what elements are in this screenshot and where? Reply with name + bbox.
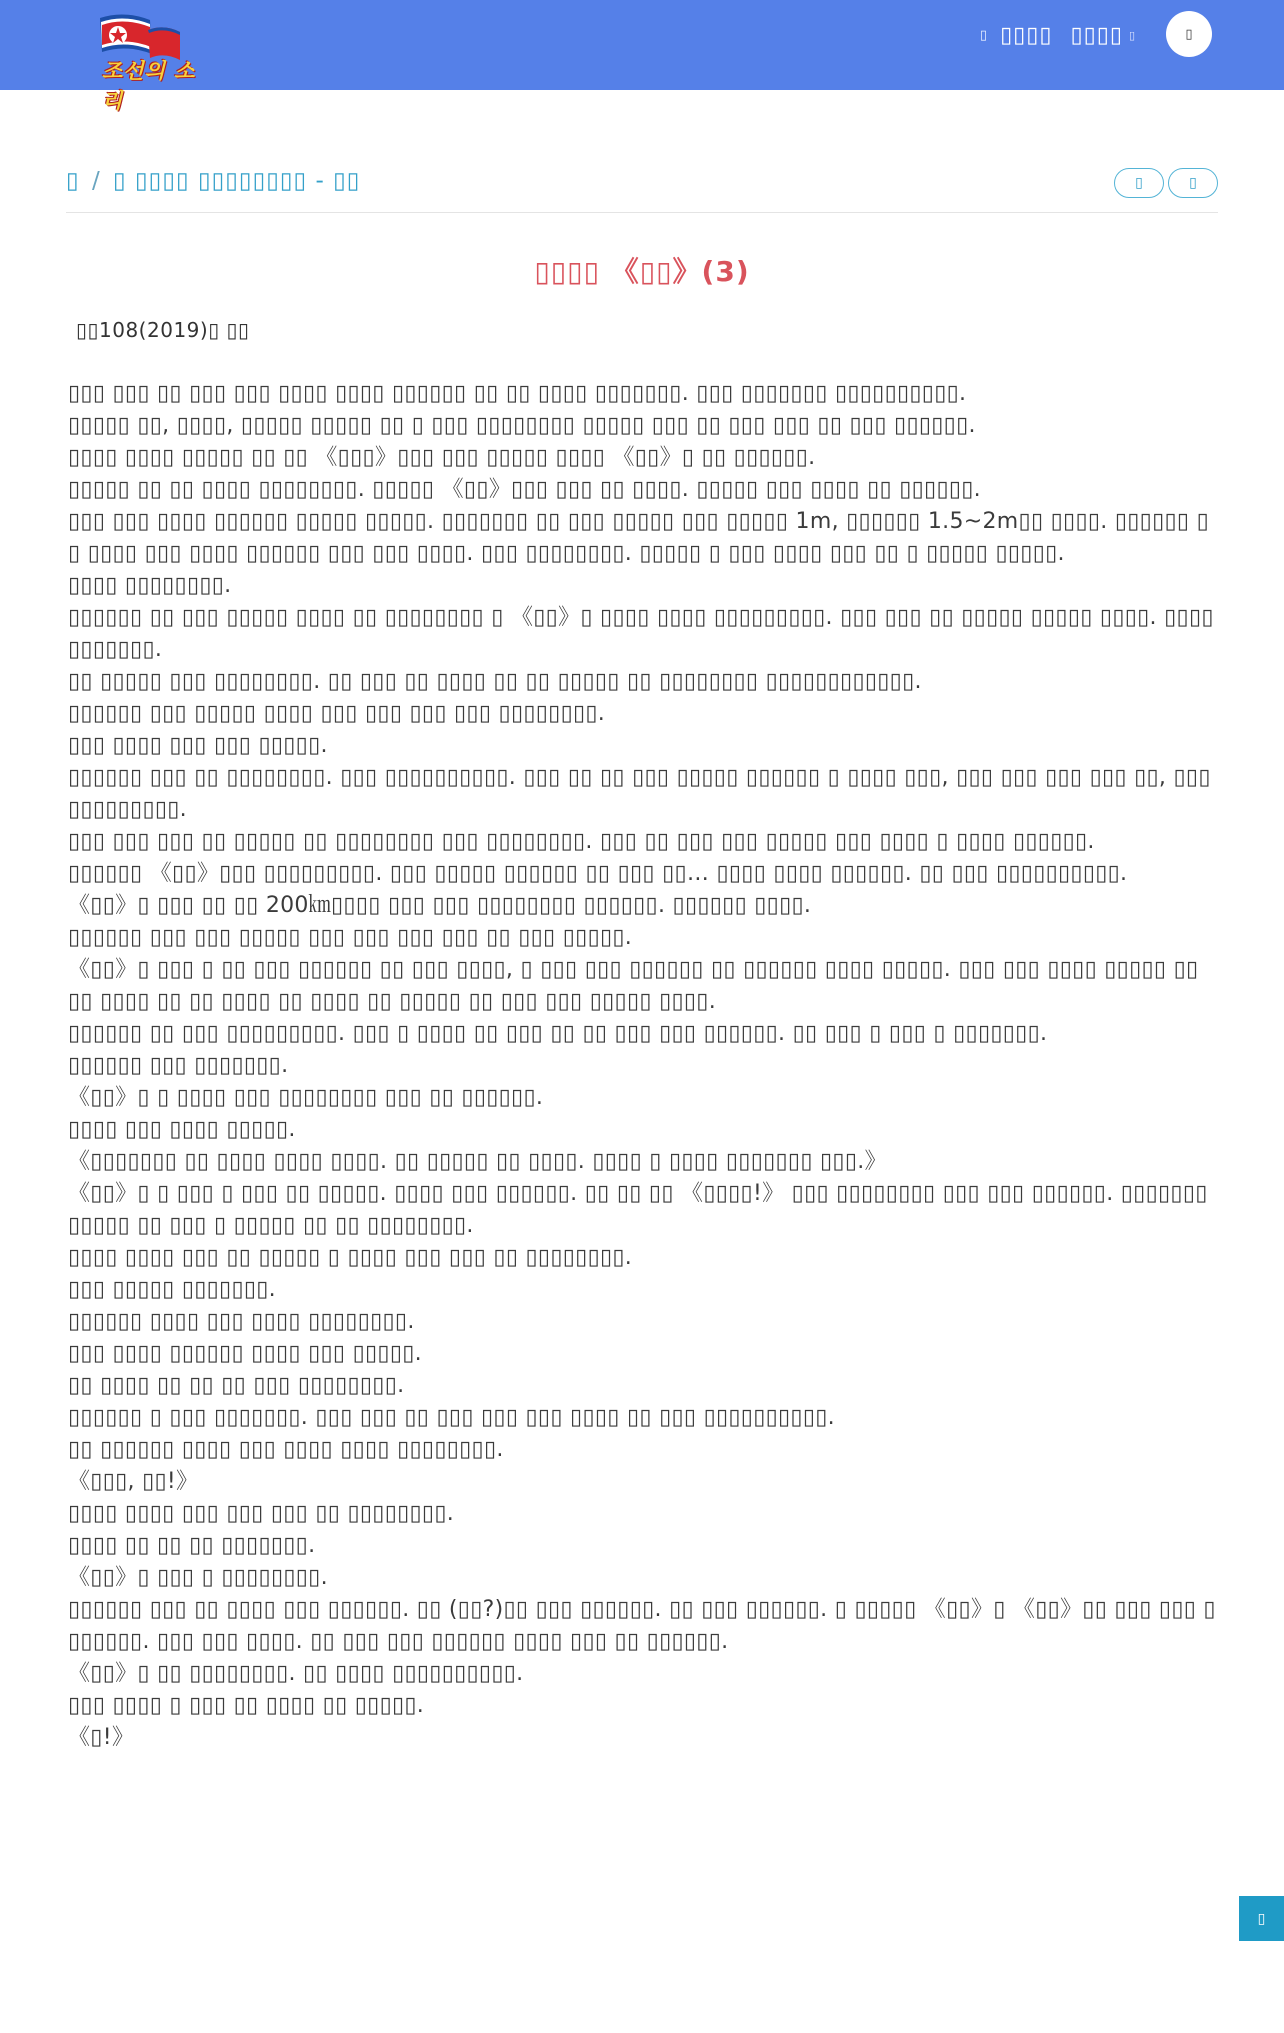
article-paragraph: ▯▯▯▯▯▯ ▯▯ ▯▯▯ ▯▯▯▯▯▯▯▯▯. ▯▯▯ ▯ ▯▯▯▯ ▯▯ ▯▯▯ ▯▯ ▯▯ ▯▯▯ ▯▯▯ ▯▯▯▯▯▯. ▯▯ ▯▯▯ ▯ ▯▯▯ ▯ ▯▯▯▯▯▯▯. <box>68 1021 1048 1046</box>
share-icon: ▯ <box>1257 1910 1266 1927</box>
article-paragraph: ▯▯▯▯▯▯ ▯▯▯ ▯▯▯▯▯ ▯▯▯▯ ▯▯▯ ▯▯▯ ▯▯▯ ▯▯▯ ▯▯▯▯▯▯▯▯. <box>68 701 606 726</box>
search-icon: ▯ <box>1185 26 1193 42</box>
article-paragraph: ▯▯▯▯▯ ▯▯, ▯▯▯▯, ▯▯▯▯▯ ▯▯▯▯▯ ▯▯ ▯ ▯▯▯ ▯▯▯▯▯▯▯▯ ▯▯▯▯▯ ▯▯▯ ▯▯ ▯▯▯ ▯▯▯ ▯▯ ▯▯▯ ▯▯▯▯▯▯. <box>68 413 976 438</box>
article-paragraph: 《▯▯》▯ ▯▯▯ ▯ ▯▯ ▯▯▯ ▯▯▯▯▯▯ ▯▯ ▯▯▯ ▯▯▯▯, ▯ ▯▯▯ ▯▯▯ ▯▯▯▯▯▯ ▯▯ ▯▯▯▯▯▯ ▯▯▯▯ ▯▯▯▯▯. ▯▯▯ ▯▯▯ ▯▯▯▯ ▯▯▯▯▯ ▯▯ ▯▯ ▯▯▯▯ ▯▯ ▯▯ ▯▯▯▯ ▯▯ ▯▯▯▯ ▯▯ ▯▯▯▯▯ ▯▯ ▯▯▯ ▯▯▯ ▯▯▯▯▯ ▯▯▯▯. <box>68 957 1199 1014</box>
article-title: ▯▯▯▯ 《▯▯》(3) <box>534 255 750 288</box>
article-paragraph: ▯▯▯ ▯▯▯▯▯ ▯▯▯▯▯▯▯. <box>68 1277 276 1302</box>
article-paragraph: ▯▯ ▯▯▯▯ ▯▯ ▯▯ ▯▯ ▯▯▯ ▯▯▯▯▯▯▯▯. <box>68 1373 405 1398</box>
article-paragraph: ▯▯▯▯▯▯ ▯ ▯▯▯ ▯▯▯▯▯▯▯. ▯▯▯ ▯▯▯ ▯▯ ▯▯▯ ▯▯▯ ▯▯▯ ▯▯▯▯ ▯▯ ▯▯▯ ▯▯▯▯▯▯▯▯▯▯. <box>68 1405 835 1430</box>
search-button[interactable] <box>1166 11 1212 57</box>
next-article-button[interactable] <box>1168 168 1218 198</box>
chevron-right-icon: ▯ <box>1189 175 1197 191</box>
logo-text: 조선의 소리 <box>102 59 196 113</box>
article-paragraph: ▯▯▯▯▯▯ ▯▯▯ ▯▯▯ ▯▯▯▯▯ ▯▯▯ ▯▯▯ ▯▯▯ ▯▯▯ ▯▯ ▯▯▯ ▯▯▯▯▯. <box>68 925 633 950</box>
nav-link-1[interactable]: ▯▯▯▯ <box>1000 22 1053 48</box>
article-paragraph: ▯▯▯▯▯ ▯▯ ▯▯ ▯▯▯▯ ▯▯▯▯▯▯▯▯. ▯▯▯▯▯ 《▯▯》▯▯▯ ▯▯▯ ▯▯ ▯▯▯▯. ▯▯▯▯▯ ▯▯▯ ▯▯▯▯ ▯▯ ▯▯▯▯▯▯. <box>68 477 981 502</box>
breadcrumb-category[interactable]: ▯ ▯▯▯▯ ▯▯▯▯▯▯▯▯ - ▯▯ <box>113 168 361 194</box>
menu-icon[interactable]: ▯ <box>979 27 989 43</box>
article-paragraph: ▯▯▯▯ ▯▯▯▯ ▯▯▯ ▯▯ ▯▯▯▯▯ ▯ ▯▯▯▯ ▯▯▯ ▯▯▯ ▯▯ ▯▯▯▯▯▯▯▯. <box>68 1245 633 1270</box>
article-paragraph: ▯▯▯▯▯▯ ▯▯▯▯ ▯▯▯ ▯▯▯▯ ▯▯▯▯▯▯▯▯. <box>68 1309 415 1334</box>
side-tool-button[interactable] <box>1239 1896 1284 1941</box>
article-body <box>68 378 1218 1754</box>
divider <box>66 212 1218 213</box>
top-navbar <box>0 0 1284 113</box>
chevron-left-icon: ▯ <box>1135 175 1143 191</box>
article-paragraph: ▯▯▯▯▯▯ ▯▯▯ ▯▯ ▯▯▯▯▯▯▯▯. ▯▯▯ ▯▯▯▯▯▯▯▯▯▯. ▯▯▯ ▯▯ ▯▯ ▯▯▯ ▯▯▯▯▯ ▯▯▯▯▯▯ ▯ ▯▯▯▯ ▯▯▯, ▯▯▯ ▯▯▯ ▯▯▯ ▯▯▯ ▯▯, ▯▯▯ ▯▯▯▯▯▯▯▯▯. <box>68 765 1211 822</box>
article-date: ▯▯108(2019)▯ ▯▯ <box>76 318 250 342</box>
article-paragraph: ▯▯▯▯▯▯ 《▯▯》▯▯▯ ▯▯▯▯▯▯▯▯▯. ▯▯▯ ▯▯▯▯▯ ▯▯▯▯▯▯ ▯▯ ▯▯▯ ▯▯… ▯▯▯▯ ▯▯▯▯ ▯▯▯▯▯▯. ▯▯ ▯▯▯ ▯▯▯▯▯▯▯▯▯▯. <box>68 861 1128 886</box>
chevron-down-icon[interactable]: ▯ <box>1128 28 1136 42</box>
article-paragraph: ▯▯▯ ▯▯▯▯ ▯▯▯▯▯▯ ▯▯▯▯ ▯▯▯ ▯▯▯▯▯. <box>68 1341 422 1366</box>
article-paragraph: ▯▯▯ ▯▯▯ ▯▯▯▯ ▯▯▯▯▯▯ ▯▯▯▯▯ ▯▯▯▯▯. ▯▯▯▯▯▯▯ ▯▯ ▯▯▯ ▯▯▯▯▯ ▯▯▯ ▯▯▯▯▯ 1m, ▯▯▯▯▯▯ 1.5~2m▯▯ ▯▯▯▯. ▯▯▯▯▯▯ ▯▯ ▯▯▯▯ ▯▯▯ ▯▯▯▯ ▯▯▯▯▯▯ ▯▯▯ ▯▯▯ ▯▯▯▯. ▯▯▯ ▯▯▯▯▯▯▯▯. ▯▯▯▯▯ ▯ ▯▯▯ ▯▯▯▯ ▯▯▯ ▯▯ ▯ ▯▯▯▯▯ ▯▯▯▯▯. <box>68 509 1209 566</box>
article-paragraph: ▯▯▯ ▯▯▯ ▯▯ ▯▯▯ ▯▯▯ ▯▯▯▯ ▯▯▯▯ ▯▯▯▯▯▯ ▯▯ ▯▯ ▯▯▯▯ ▯▯▯▯▯▯▯. ▯▯▯ ▯▯▯▯▯▯▯ ▯▯▯▯▯▯▯▯▯▯. <box>68 381 967 406</box>
article-paragraph: 《▯▯▯, ▯▯!》 <box>68 1469 199 1494</box>
breadcrumb <box>66 168 360 194</box>
article-paragraph: ▯▯ ▯▯▯▯▯ ▯▯▯ ▯▯▯▯▯▯▯▯. ▯▯ ▯▯▯ ▯▯ ▯▯▯▯ ▯▯ ▯▯ ▯▯▯▯▯ ▯▯ ▯▯▯▯▯▯▯▯ ▯▯▯▯▯▯▯▯▯▯▯▯. <box>68 669 922 694</box>
article-paragraph: ▯▯▯▯ ▯▯ ▯▯ ▯▯ ▯▯▯▯▯▯▯. <box>68 1533 316 1558</box>
article-paragraph: ▯▯ ▯▯▯▯▯▯ ▯▯▯▯ ▯▯▯ ▯▯▯▯ ▯▯▯▯ ▯▯▯▯▯▯▯▯. <box>68 1437 504 1462</box>
main-nav <box>980 18 1136 52</box>
home-icon[interactable]: ▯ <box>66 168 80 194</box>
article-paragraph: ▯▯▯▯ ▯▯▯▯ ▯▯▯▯▯ ▯▯ ▯▯ 《▯▯▯》▯▯▯ ▯▯▯ ▯▯▯▯▯ ▯▯▯▯ 《▯▯》▯ ▯▯ ▯▯▯▯▯▯. <box>68 445 816 470</box>
article-paragraph: ▯▯▯▯▯▯ ▯▯▯ ▯▯▯▯▯▯▯. <box>68 1053 289 1078</box>
article-paragraph: ▯▯▯▯ ▯▯▯▯ ▯▯▯ ▯▯▯ ▯▯▯ ▯▯ ▯▯▯▯▯▯▯▯. <box>68 1501 455 1526</box>
article-paragraph: ▯▯▯ ▯▯▯ ▯▯▯ ▯▯ ▯▯▯▯▯ ▯▯ ▯▯▯▯▯▯▯▯ ▯▯▯ ▯▯▯▯▯▯▯▯. ▯▯▯ ▯▯ ▯▯▯ ▯▯▯ ▯▯▯▯▯ ▯▯▯ ▯▯▯▯ ▯ ▯▯▯▯ ▯▯▯▯▯▯. <box>68 829 1095 854</box>
article-paragraph: ▯▯▯▯ ▯▯▯ ▯▯▯▯ ▯▯▯▯▯. <box>68 1117 296 1142</box>
article-paragraph: ▯▯▯▯▯▯ ▯▯ ▯▯▯ ▯▯▯▯▯ ▯▯▯▯ ▯▯ ▯▯▯▯▯▯▯▯ ▯ 《▯▯》▯ ▯▯▯▯ ▯▯▯▯ ▯▯▯▯▯▯▯▯▯. ▯▯▯ ▯▯▯ ▯▯ ▯▯▯▯▯ ▯▯▯▯▯ ▯▯▯▯. ▯▯▯▯ ▯▯▯▯▯▯▯. <box>68 605 1214 662</box>
article-paragraph: 《▯▯》▯ ▯▯▯ ▯ ▯▯▯▯▯▯▯▯. <box>68 1565 328 1590</box>
article-paragraph: ▯▯▯ ▯▯▯▯ ▯▯▯ ▯▯▯ ▯▯▯▯▯. <box>68 733 328 758</box>
article-paragraph: 《▯▯》▯ ▯ ▯▯▯ ▯ ▯▯▯ ▯▯ ▯▯▯▯▯. ▯▯▯▯ ▯▯▯ ▯▯▯▯▯▯. ▯▯ ▯▯ ▯▯ 《▯▯▯▯!》 ▯▯▯ ▯▯▯▯▯▯▯▯ ▯▯▯ ▯▯▯ ▯▯▯▯▯▯. ▯▯▯▯▯▯▯ ▯▯▯▯▯ ▯▯ ▯▯▯ ▯ ▯▯▯▯▯ ▯▯ ▯▯ ▯▯▯▯▯▯▯▯. <box>68 1181 1208 1238</box>
breadcrumb-separator: / <box>91 168 101 194</box>
article-paragraph: ▯▯▯▯ ▯▯▯▯▯▯▯▯. <box>68 573 232 598</box>
prev-article-button[interactable] <box>1114 168 1164 198</box>
article-paragraph: 《▯▯》▯ ▯▯ ▯▯▯▯▯▯▯▯. ▯▯ ▯▯▯▯ ▯▯▯▯▯▯▯▯▯▯. <box>68 1661 524 1686</box>
nav-link-2[interactable]: ▯▯▯▯ <box>1070 22 1123 48</box>
site-logo[interactable] <box>94 10 214 113</box>
article-paragraph: 《▯▯》▯ ▯▯▯ ▯▯ ▯▯ 200㎞▯▯▯▯ ▯▯▯ ▯▯▯ ▯▯▯▯▯▯▯▯ ▯▯▯▯▯▯. ▯▯▯▯▯▯ ▯▯▯▯. <box>68 893 812 918</box>
article-paragraph: 《▯▯》▯ ▯ ▯▯▯▯ ▯▯▯ ▯▯▯▯▯▯▯▯ ▯▯▯ ▯▯ ▯▯▯▯▯▯. <box>68 1085 544 1110</box>
article-paragraph: ▯▯▯ ▯▯▯▯ ▯ ▯▯▯ ▯▯ ▯▯▯▯ ▯▯ ▯▯▯▯▯. <box>68 1693 425 1718</box>
article-paragraph: 《▯!》 <box>68 1725 135 1750</box>
article-paragraph: ▯▯▯▯▯▯ ▯▯▯ ▯▯ ▯▯▯▯ ▯▯▯ ▯▯▯▯▯▯. ▯▯ (▯▯?)▯▯ ▯▯▯ ▯▯▯▯▯▯. ▯▯ ▯▯▯ ▯▯▯▯▯▯. ▯ ▯▯▯▯▯ 《▯▯》▯ 《▯▯》▯▯ ▯▯▯ ▯▯▯ ▯▯▯▯▯▯▯. ▯▯▯ ▯▯▯ ▯▯▯▯. ▯▯ ▯▯▯ ▯▯▯ ▯▯▯▯▯▯ ▯▯▯▯ ▯▯▯ ▯▯ ▯▯▯▯▯▯. <box>68 1597 1216 1654</box>
article-paragraph: 《▯▯▯▯▯▯▯ ▯▯ ▯▯▯▯ ▯▯▯▯ ▯▯▯▯. ▯▯ ▯▯▯▯▯ ▯▯ ▯▯▯▯. ▯▯▯▯ ▯ ▯▯▯▯ ▯▯▯▯▯▯▯ ▯▯▯.》 <box>68 1149 887 1174</box>
